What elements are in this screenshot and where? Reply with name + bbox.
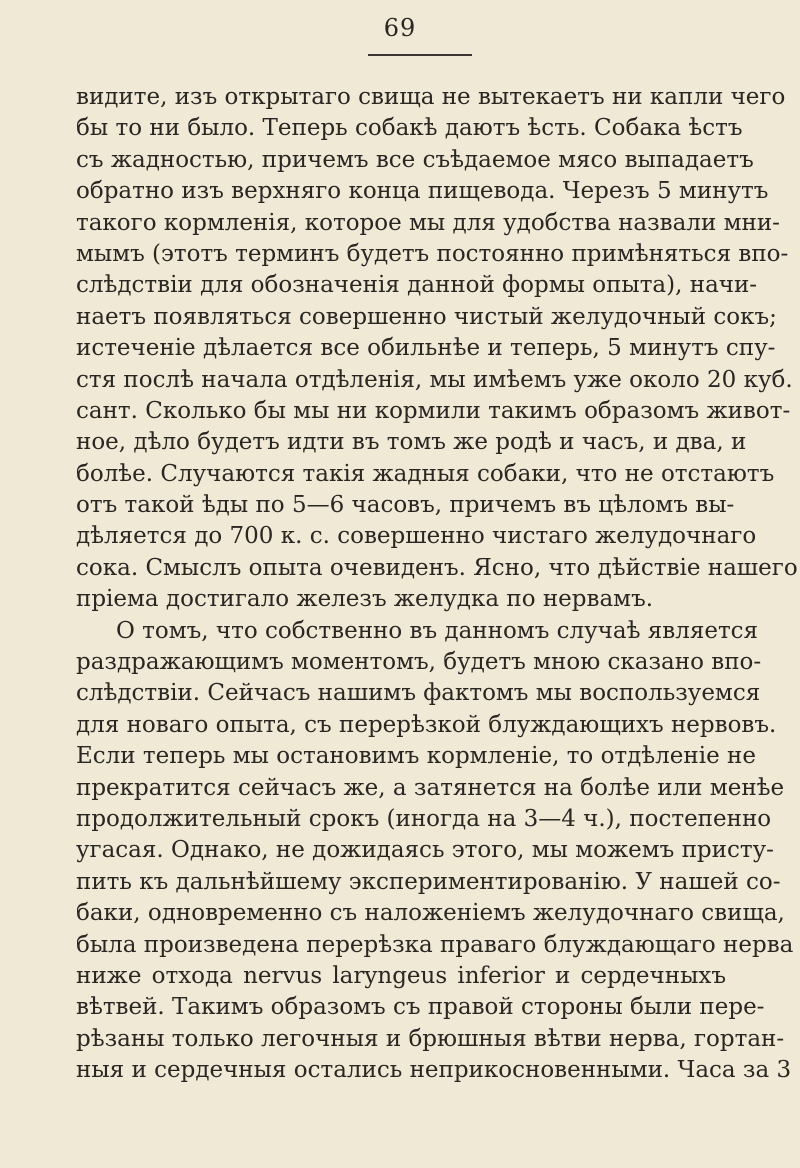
text-line: сока. Смыслъ опыта очевиденъ. Ясно, что дѣйствіе нашего [76, 554, 798, 581]
text-line: пріема достигало железъ желудка по нервамъ. [76, 586, 654, 613]
text-line: пить къ дальнѣйшему экспериментированію. У нашей со- [76, 868, 781, 895]
header-rule [368, 54, 472, 56]
text-line: была произведена перерѣзка праваго блуждающаго нерва [76, 931, 794, 958]
text-line: рѣзаны только легочныя и брюшныя вѣтви нерва, гортан- [76, 1025, 785, 1052]
text-line: сант. Сколько бы мы ни кормили такимъ образомъ живот- [76, 397, 791, 424]
text-line: раздражающимъ моментомъ, будетъ мною сказано впо- [76, 649, 762, 676]
text-line: угасая. Однако, не дожидаясь этого, мы можемъ присту- [76, 837, 774, 864]
text-line: болѣе. Случаются такія жадныя собаки, что не отстаютъ [76, 460, 775, 487]
text-line: продолжительный срокъ (иногда на 3—4 ч.), постепенно [76, 805, 772, 832]
text-line: Если теперь мы остановимъ кормленіе, то отдѣленіе не [76, 743, 756, 770]
text-line: обратно изъ верхняго конца пищевода. Черезъ 5 минутъ [76, 178, 769, 205]
text-line: отъ такой ѣды по 5—6 часовъ, причемъ въ цѣломъ вы- [76, 492, 735, 519]
text-line: ныя и сердечныя остались неприкосновенными. Часа за 3 [76, 1057, 792, 1084]
text-line: слѣдствіи. Сейчасъ нашимъ фактомъ мы воспользуемся [76, 680, 761, 707]
text-line: съ жадностью, причемъ все съѣдаемое мясо выпадаетъ [76, 146, 754, 173]
text-line: ниже отхода nervus laryngeus inferior и сердечныхъ [76, 962, 726, 989]
text-line: дѣляется до 700 к. с. совершенно чистаго желудочнаго [76, 523, 757, 550]
page-number: 69 [383, 14, 417, 42]
text-line: мымъ (этотъ терминъ будетъ постоянно примѣняться впо- [76, 240, 789, 267]
text-line: баки, одновременно съ наложеніемъ желудочнаго свища, [76, 900, 785, 927]
text-line: слѣдствіи для обозначенія данной формы опыта), начи- [76, 272, 758, 299]
text-line: для новаго опыта, съ перерѣзкой блуждающихъ нервовъ. [76, 711, 777, 738]
text-line: видите, изъ открытаго свища не вытекаетъ ни капли чего [76, 84, 786, 110]
body-text [76, 82, 798, 1087]
text-line: вѣтвей. Такимъ образомъ съ правой стороны были пере- [76, 994, 765, 1021]
text-line: истеченіе дѣлается все обильнѣе и теперь, 5 минутъ спу- [76, 335, 776, 362]
text-line: О томъ, что собственно въ данномъ случаѣ является [116, 617, 759, 644]
text-line: ное, дѣло будетъ идти въ томъ же родѣ и часъ, и два, и [76, 429, 747, 456]
text-line: стя послѣ начала отдѣленія, мы имѣемъ уже около 20 куб. [76, 366, 793, 393]
text-line: наетъ появляться совершенно чистый желудочный сокъ; [76, 303, 777, 330]
text-line: прекратится сейчасъ же, а затянется на болѣе или менѣе [76, 774, 785, 801]
text-line: такого кормленія, которое мы для удобства назвали мни- [76, 209, 780, 236]
text-line: бы то ни было. Теперь собакѣ даютъ ѣсть. Собака ѣстъ [76, 115, 743, 142]
